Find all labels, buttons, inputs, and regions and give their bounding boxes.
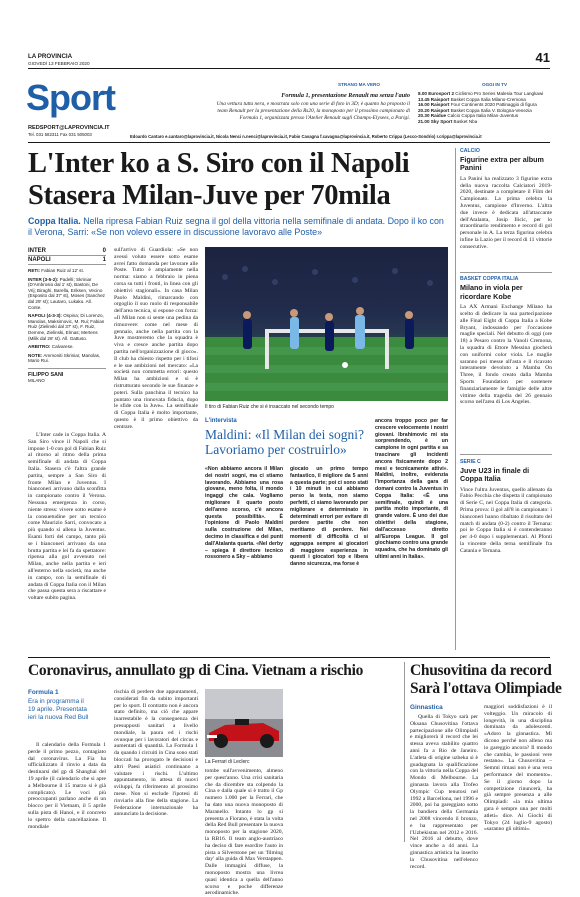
strano-title: Formula 1, presentazione Renault ma senza l'auto (281, 92, 410, 99)
sidebar (460, 148, 552, 597)
f1-kicker: Formula 1 (28, 689, 59, 696)
gym-col-2: maggiori soddisfazioni è il volteggio. Un miracolo di longevità, in una disciplina dominata da adolescenti. «Adoro la ginnastica. Mi dicono perché non alleno ma io gareggio ancora? Il mondo che cambia, le passioni vere restano». La Chusovitina – Semmi rimasi non è una vera performance del momento». Se il giorno dopo la competizione rinuncerà, ha già sempre presenza a alle Olimpiadi: «la mia ultima gara è sempre una per molti atleti» dice. Ai Giochi di Tokyo (24 luglio-9 agosto) «saranno gli ultimi». (484, 704, 552, 833)
f1-col-2: rischia di perdere due appuntamenti, considerati fin da subito importanti per lo sport. Il contratto non è ancora stato definito, ma ciò che appare inarrestabile è la conseguenza dei presupposti sanitari a livello mondiale, la paura ed i rischi ovunque per i lavoratori del circus e aumentati di quantità. La Formula 1 da quando i circuiti in Cina sono stati bloccati ha prorogato le decisioni e altri Paesi asiatici continuano a valutare i rischi. L'ultimo appuntamento, in attesa di nuovi sviluppi, fa riferimento al prossimo mese. Non si esclude l'ipotesi di rinviarlo alla fine della stagione. La Federazione internazionale ha annunciato la decisione. (114, 689, 198, 818)
strano-body: Una vettura tutta nera, e mostrata solo con una serie di foto in 3D; è quanto ha proposto il team Renault per la presentazione della Rs20, la monoposto per il prossimo campionato di Formula 1, organizzata presso l'Atelier Renault sugli Champs-Elysees, a Parigi. (216, 101, 410, 121)
f1-lead: Era in programma il 19 aprile. Presentata ieri la nuova Red Bull (28, 698, 89, 721)
main-headline-1: L'Inter ko a S. Siro con il Napoli (28, 148, 410, 179)
masthead-rule (28, 68, 550, 69)
ferrari-photo-art (205, 689, 283, 757)
page-date: GIOVEDÌ 13 FEBBRAIO 2020 (28, 61, 90, 66)
sidebar-2-kicker: BASKET COPPA ITALIA (460, 276, 519, 283)
strano-label: STRANO MA VERO (338, 82, 380, 87)
score-row-2: NAPOLI 1 (28, 257, 106, 263)
sidebar-divider (455, 148, 456, 650)
article-col-1: L'Inter cade in Coppa Italia. A San Siro vince il Napoli che si impone 1-0 con gol di Fabian Ruiz al ritorno al ritmo della prima semifinale di andata di Coppa Italia. Stasera c'è l'altra grande partita, sempre a San Siro di fronte Milan e Juventus. I bianconeri arrivano dalla sconfitta in campionato contro il Verona. Nessuna emergenza in corso, niente stress: vivere sotto esame è la consuetudine per un tecnico come Maurizio Sarri, convocato a più quando si allena la Juventus. Esami forti del campo, tanto più se i bianconeri arrivano da una brutta partita e lei fa da spettatore: ripensa alla gol avvenuto nel Milan, anche nella partita e ieri all'esterno nella società, ma anche in campo, con la semifinale di andata di Coppa Italia con il Milan che passa questa sera a riscattare e voltare subito pagina. (28, 432, 106, 602)
match-photo (205, 247, 448, 401)
match-notes: NOTE: Ammoniti Skriniar, Manolas, Mario Rui. (28, 352, 101, 364)
page-number: 41 (535, 50, 550, 65)
tv-row: 13.45 Raisport Basket Coppa Italia Milano-Cremona (418, 96, 526, 102)
photo-caption: Il tiro di Fabian Ruiz che si è insaccato nel secondo tempo (205, 404, 334, 410)
editors-line: Edoardo Cantaro e.cantaro@laprovincia.it, Nicola Nenci n.nenci@laprovincia.it, Fabio Cavagna f.cavagna@laprovincia.it, Roberto Crippa (Lecco-Sondrio) r.crippa@laprovincia.it (130, 134, 482, 139)
gym-headline-2: Sarà l'ottava Olimpiade (410, 680, 562, 697)
tv-row: 20.30 Raidue Calcio Coppa Italia Milan-Juventus (418, 113, 519, 119)
f1-col-3: tombe sull'avvenimento, almeno per quest'anno. Una crisi sanitaria che da dicembre sta colpendo la Cina e dalla quale si è tratto il Gp numero 1.000 per la Ferrari, che ha dato una nuova monoposto di Maranello. Intanto lo gp si presenta a Fiorano, è stata la volta della Red Bull presentare la nuova monoposto per la stagione 2020, la RB16. Il team anglo-austriaco ha deciso di fare esordire l'auto in pista a Silverstone per un 'filming day' alla guida di Max Verstappen. Dalle immagini diffuse, la monoposto mostra una livrea quasi identica a quella dell'anno scorso e poche differenze aerodinamiche. (205, 768, 283, 897)
byline-name: FILIPPO SANI (28, 371, 64, 378)
tv-row: 16.00 Raisport Four Continents 2020 Pattinaggio di figura (418, 102, 537, 108)
header-bottom-rule (28, 142, 550, 143)
inter-lineup: INTER (3-5-2): Padelli; Skriniar (D'Ambrosio dal 1' st), Bastoni, De Vrij; Biraghi, Barella, Eriksen, Vecino (Esposito dal 37' st), Moses (Sanchez dal 29' st); Lautaro, Lukaku. All. Conte. (28, 276, 105, 310)
lead-kicker: Coppa Italia. (28, 216, 81, 226)
bottom-section-rule (28, 657, 550, 658)
tv-listings (418, 91, 552, 125)
sidebar-rule (460, 454, 552, 455)
napoli-lineup: NAPOLI (4-3-3): Ospina; Di Lorenzo, Manolas, Maksimovic, M. Rui; Fabian Ruiz (Zielinski dal 37' st), F. Ruiz, Demme, Zielinski, Elmas; Mertens (Milik dal 28' st). All. Gattuso. (28, 313, 105, 341)
gym-kicker: Ginnastica (410, 704, 443, 711)
scorebox (28, 247, 106, 383)
section-phone: Tel. 031 582311 Fax 031 505003 (28, 132, 92, 137)
sidebar-1-text: La Panini ha realizzato 3 figurine extra della nuova raccolta Calciatori 2019-2020, destinate a completare il Film del Campionato. La prima celebra la Juventus, campione d'Inverno. L'altra due invece è dedicata all'attaccante dell'Atalanta, Josip Ilicic, per lo straordinario rendimento e record di gol personale in A. La terza figurina celebra infine la Lazio per il record di 11 vittorie consecutive. (460, 175, 552, 250)
interview-col-1: «Non abbiamo ancora il Milan dei nostri sogni, ma ci stiamo lavorando. Abbiamo una rosa giovane, meno folta, il mondo ingaggi che cala. Vogliamo migliorare il quarto posto dell'anno scorso, c'è ancora questa possibilità». È l'opinione di Paolo Maldini sulla costruzione del Milan, decimo in classifica e dei punti dall'Atalanta quarta. «Nel derby – spiega il direttore tecnico rossonero a Sky – abbiamo (205, 466, 283, 561)
f1-headline: Coronavirus, annullato gp di Cina. Vietnam a rischio (28, 662, 364, 679)
sidebar-3-title: Juve U23 in finale di Coppa Italia (460, 465, 530, 484)
sidebar-rule (460, 272, 552, 273)
referee: ARBITRO: Calvarese. (28, 344, 74, 350)
tv-row: 20.20 Raisport Basket Coppa Italia V. Bologna-Venezia (418, 107, 532, 113)
tv-row: 8.00 Eurosport 2 Ciclismo Pro Series Malesia Tour Langkawi (418, 91, 544, 96)
sidebar-1-kicker: CALCIO (460, 148, 480, 154)
bottom-divider (404, 662, 405, 842)
f1-col-1: Il calendario della Formula 1 perde il primo pezzo, contagiato dal coronavirus. La Fia ha ufficializzato il rinvio a data da destinarsi del gp di Shanghai del 19 aprile (il calendario che si apre a Melbourne il 15 marzo si è già complicato). Le voci più preoccupanti parlano anche di un blocco per il Vietnam, il 5 aprile sulla pista di Hanoi, e il concreto lo spettro della cancellazione. Il mondiale (28, 742, 106, 830)
interview-col-3: ancora troppo poco per far crescere velocemente i nostri giovani. Ibrahimovic mi sta sorprendendo, è un campione in ogni partita e sa trascinare gli incidenti ancora fisicamente dopo 2 mesi e tecnicamente attivi». Maldini, inoltre, evidenzia l'importanza della gara di domani contro la Juventus in Coppa Italia: «È una semifinale, quindi è una partita molto importante, di grande valore. È uno dei due obiettivi della stagione, dall'accesso diretto all'Europa League. Il gol giochiamo contro una grande squadra, che ha dominato gli ultimi anni in Italia». (375, 418, 448, 560)
sidebar-3-text: Vince l'ultra Juventus, quello allenato da Fabio Pecchia che dispetta il campionato di Serie C, nel Coppa Italia di categoria. Prima prova: il gol all'8 in campionato: i bianconeri hanno ribaltato il risultato del match di andata (0-2) contro il Ternana: poi le Coppa Italia si è contenderanno per 4-0 dopo i supplementari. Al Pfonti la vincente della terna semifinale fra Catania e Ternana. (460, 486, 552, 554)
sidebar-2-text: La AX Armani Exchange Milano ha scelto di dedicare la sua partecipazione alle Final Eight di Coppa Italia a Kobe Bryant, indossando per l'occasione maglie speciali. Nel debutto di oggi (ore 18) a Pesaro contro la Vanoli Cremona, la squadra di Ettore Messina giocherà con uniformi color viola. Le maglie saranno poi messe all'asta e il ricavato interamente devoluto a Mamba On Three, il fondo creato dalla Mamba Sports Foundation per sostenere finanziariamente le famiglie delle altre vittime della tragedia del 26 gennaio scorso nell'area di Los Angeles. (460, 304, 552, 406)
tv-label: OGGI IN TV (482, 82, 508, 87)
interview-title: Maldini: «Il Milan dei sogni? Lavoriamo per costruirlo» (205, 427, 364, 457)
scorers: RETI: Fabian Ruiz al 12' st. (28, 268, 85, 273)
score-row-1: INTER 0 (28, 248, 106, 254)
interview-kicker: L'intervista (205, 418, 237, 424)
main-lead (28, 216, 446, 238)
article-col-2: sull'arrivo di Guardiola: «Se non avessi voluto essere sotto esame avrei fatto domanda per lavorare alle Poste. Tutto è ampiamente nella norma: siamo a febbraio in piena corsa su tutti i fronti, in linea con gli obiettivi stagionali». In casa Milan Paolo Maldini, rimarcando con orgoglio il suo ruolo di responsabile dell'area tecnica, si espone con forza: «Il Milan non si sente una pedina da rimuovere: come nel mese di gennaio, anche nella partita con la Juve mostreremo che la squadra è viva e cresce anche partita dopo partita nell'organizzazione di gioco». Il club ha chiesto rispetto per i tifosi e le sue ambizioni nel mercato: «La società non commetta errori: questo Milan ha ambizioni e si è ristrutturato secondo le sue finanze e poteri. Sulla panchina il tecnico ha puntato una rinnovata fiducia, dopo le sfide con la Juve». La semifinale di Coppa Italia è molto importante, questo è il primo obiettivo da centrare. (114, 247, 198, 430)
interview-col-2: giocato un primo tempo fantastico, il migliore da 5 anni a questa parte; poi ci sono stati i 10 minuti in cui abbiamo perso la testa, non siamo perfetti, ci siamo lavorando per migliorare e determinato in determinati errori per evitare di perdere partite che non meritiamo di perdere. Nei momenti di difficoltà ci si aggrappa sempre ai giocatori di maggiore esperienza in questi i giocatori top e libera danno sicurezza, ma forse è (290, 466, 368, 568)
lead-text: Nella ripresa Fabian Ruiz segna il gol della vittoria nella semifinale di andata. Dopo il ko con il Verona, Sarri: «Se non volevo essere in discussione lavoravo alle Poste» (28, 216, 444, 237)
gym-headline-1: Chusovitina da record (410, 662, 552, 679)
section-email: REDSPORT@LAPROVINCIA.IT (28, 125, 110, 131)
gym-col-1: Quella di Tokyo sarà per Oksana Chusovitina l'ottava partecipazione alle Olimpiadi e migliorerà il record che lei stessa aveva stabilito quattro anni fa a Rio de Janeiro. L'atleta di origine uzbeka si è guadagnata la qualificazione con la vittoria nella Coppa del Mondo di Melbourne. La ginnasta lavora alla Trofeo Olympic Cup tenutosi nel 1992 a Barcellona, nel 1996 e 2000, poi ha gareggiato sotto la bandiera della Germania nel 2008 vincendo il bronzo, e ha rappresentato per l'Uzbekistan nel 2012 e 2016. Nel 2016 al debutto, dove vince anche a 44 anni. La ginnastica artistica ha inserito la Chusovitina nell'elenco record. (410, 714, 478, 870)
sidebar-3-kicker: SERIE C (460, 458, 481, 465)
section-title: Sport (26, 77, 115, 118)
ferrari-caption: La Ferrari di Leclerc (205, 759, 250, 765)
match-photo-art (205, 247, 448, 401)
byline-rule (28, 368, 106, 369)
sidebar-1-title: Figurine extra per album Panini (460, 155, 544, 173)
f1-col-4 (290, 689, 398, 842)
paper-name: LA PROVINCIA (28, 53, 73, 60)
byline-city: MILANO (28, 377, 45, 383)
main-headline-2: Stasera Milan-Juve per 70mila (28, 180, 391, 211)
ferrari-photo (205, 689, 283, 757)
tv-row: 21.00 Sky Sport Basket Nba (418, 118, 478, 124)
sidebar-2-title: Milano in viola per ricordare Kobe (460, 283, 523, 301)
